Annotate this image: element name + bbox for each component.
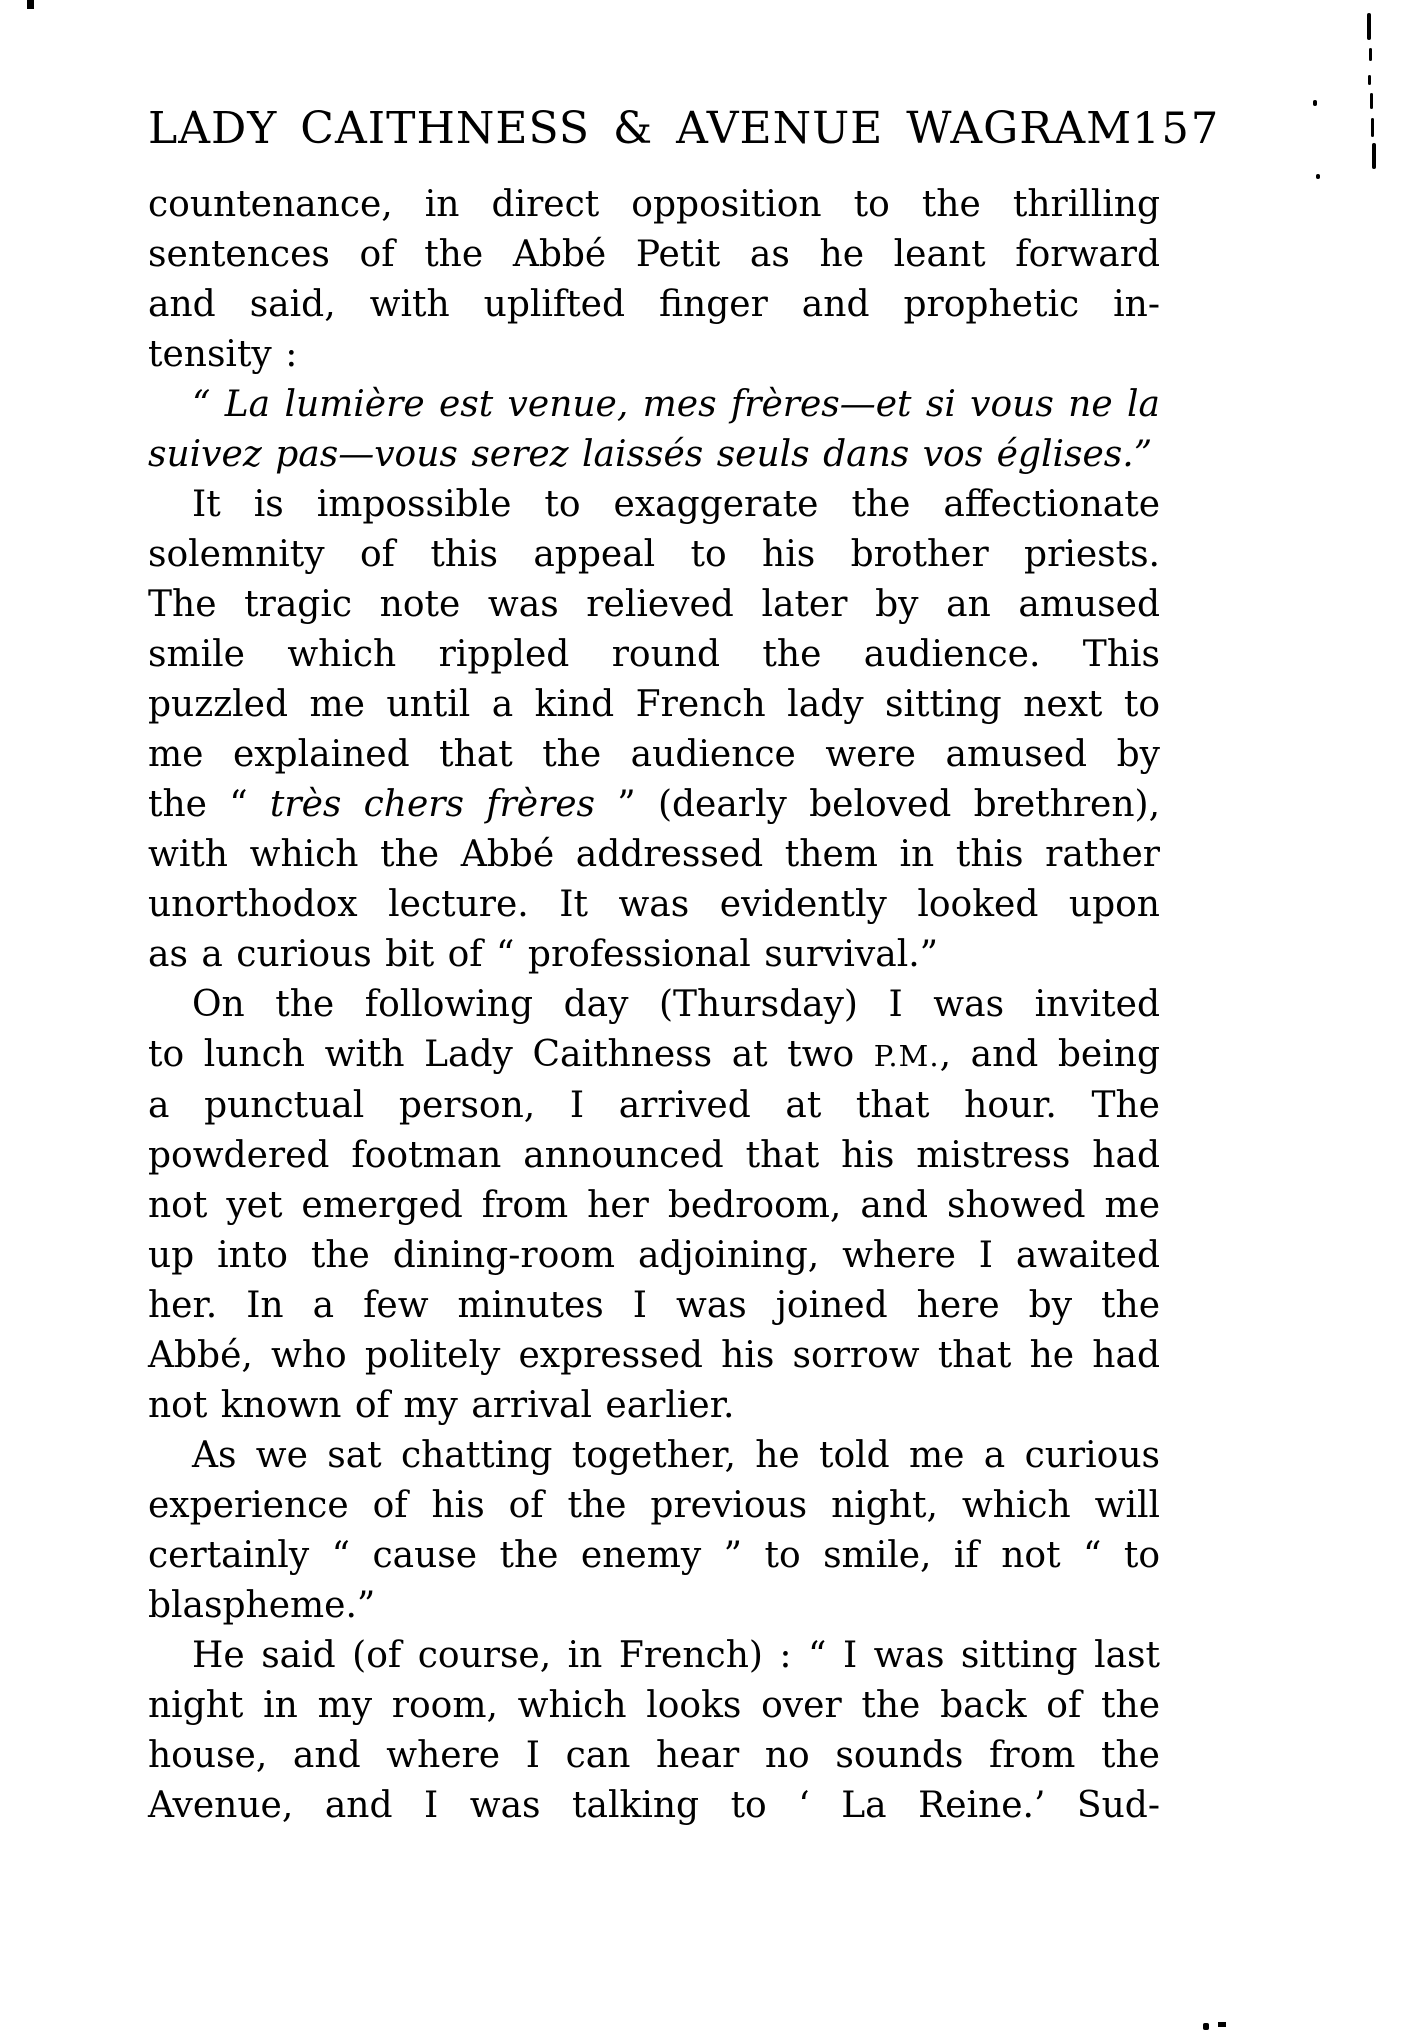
text-segment: not known of my arrival earlier. [148, 1385, 735, 1426]
scan-artifact [1218, 2022, 1226, 2027]
text-segment: Avenue, and I was talking to ‘ La Reine.’ Sud- [148, 1785, 1160, 1826]
text-line [148, 180, 1160, 230]
scan-artifact [27, 0, 34, 9]
text-line [148, 1331, 1160, 1381]
text-line [148, 530, 1160, 580]
text-segment: countenance, in direct opposition to the thrilling [148, 184, 1160, 225]
text-line [148, 1081, 1160, 1131]
text-line [148, 1731, 1160, 1781]
text-segment: smile which rippled round the audience. This [148, 634, 1160, 675]
text-line [148, 880, 1160, 930]
text-segment: Abbé, who politely expressed his sorrow that he had [148, 1335, 1160, 1376]
text-line [148, 1431, 1160, 1481]
text-segment: blaspheme.” [148, 1585, 376, 1626]
text-line [148, 780, 1160, 830]
scan-artifact [1203, 2023, 1209, 2030]
paragraph [148, 380, 1160, 480]
scan-artifact [1368, 75, 1371, 85]
scan-artifact [1369, 48, 1372, 61]
text-line [148, 1681, 1160, 1731]
text-line [148, 730, 1160, 780]
scan-artifact [1371, 118, 1374, 137]
text-segment: It is impossible to exaggerate the affectionate [192, 484, 1160, 525]
text-segment: me explained that the audience were amused by [148, 734, 1160, 775]
text-line [148, 1281, 1160, 1331]
text-segment: the “ [148, 784, 270, 825]
running-title: LADY CAITHNESS & AVENUE WAGRAM [148, 103, 1133, 154]
text-segment: suivez pas—vous serez laissés seuls dans vos églises.” [148, 434, 1153, 475]
page-number: 157 [1132, 104, 1221, 154]
paragraph [148, 480, 1160, 980]
text-segment: experience of his of the previous night, which will [148, 1485, 1160, 1526]
text-line [148, 1181, 1160, 1231]
text-segment: a punctual person, I arrived at that hour. The [148, 1085, 1160, 1126]
paragraph [148, 980, 1160, 1431]
text-segment: “ La lumière est venue, mes frères—et si vous ne la [192, 384, 1160, 425]
text-segment: powdered footman announced that his mistress had [148, 1135, 1160, 1176]
text-segment: puzzled me until a kind French lady sitting next to [148, 684, 1160, 725]
text-segment: P.M. [873, 1039, 940, 1073]
text-line [148, 1231, 1160, 1281]
text-line [148, 480, 1160, 530]
text-segment: unorthodox lecture. It was evidently looked upon [148, 884, 1160, 925]
text-segment: The tragic note was relieved later by an amused [148, 584, 1160, 625]
text-line [148, 1581, 1160, 1631]
text-line [148, 1481, 1160, 1531]
text-segment: not yet emerged from her bedroom, and showed me [148, 1185, 1160, 1226]
text-line [148, 280, 1160, 330]
paragraph [148, 180, 1160, 380]
text-segment: house, and where I can hear no sounds from the [148, 1735, 1160, 1776]
scan-artifact [1316, 174, 1320, 179]
text-line [148, 980, 1160, 1030]
text-segment: her. In a few minutes I was joined here by the [148, 1285, 1160, 1326]
text-line [148, 580, 1160, 630]
text-segment: ” (dearly beloved brethren), [595, 784, 1161, 825]
text-segment: , and being [939, 1034, 1160, 1075]
text-segment: He said (of course, in French) : “ I was sitting last [192, 1635, 1160, 1676]
text-line [148, 830, 1160, 880]
scan-artifact [1372, 143, 1376, 169]
text-segment: night in my room, which looks over the back of the [148, 1685, 1160, 1726]
text-line [148, 330, 1160, 380]
text-segment: sentences of the Abbé Petit as he leant forward [148, 234, 1160, 275]
text-line [148, 930, 1160, 980]
text-segment: très chers frères [269, 784, 596, 825]
text-line [148, 1781, 1160, 1831]
text-segment: solemnity of this appeal to his brother priests. [148, 534, 1160, 575]
text-segment: as a curious bit of “ professional survival.” [148, 934, 939, 975]
paragraph [148, 1631, 1160, 1831]
text-line [148, 1381, 1160, 1431]
text-line [148, 680, 1160, 730]
text-segment: and said, with uplifted finger and prophetic in- [148, 284, 1160, 325]
text-line [148, 230, 1160, 280]
text-segment: to lunch with Lady Caithness at two [148, 1034, 874, 1075]
text-line [148, 380, 1160, 430]
text-segment: tensity : [148, 334, 298, 375]
scan-artifact [1313, 100, 1317, 106]
text-line [148, 1030, 1160, 1081]
text-segment: On the following day (Thursday) I was invited [192, 984, 1160, 1025]
scan-artifact [1370, 93, 1373, 109]
running-header [148, 103, 1221, 154]
text-segment: up into the dining-room adjoining, where I awaited [148, 1235, 1160, 1276]
text-line [148, 1631, 1160, 1681]
paragraph [148, 1431, 1160, 1631]
text-line [148, 430, 1160, 480]
text-line [148, 630, 1160, 680]
page-body [148, 180, 1160, 1831]
text-line [148, 1531, 1160, 1581]
scan-artifact [1367, 13, 1371, 40]
text-segment: with which the Abbé addressed them in this rather [148, 834, 1160, 875]
text-line [148, 1131, 1160, 1181]
text-segment: As we sat chatting together, he told me a curious [192, 1435, 1160, 1476]
text-segment: certainly “ cause the enemy ” to smile, if not “ to [148, 1535, 1160, 1576]
